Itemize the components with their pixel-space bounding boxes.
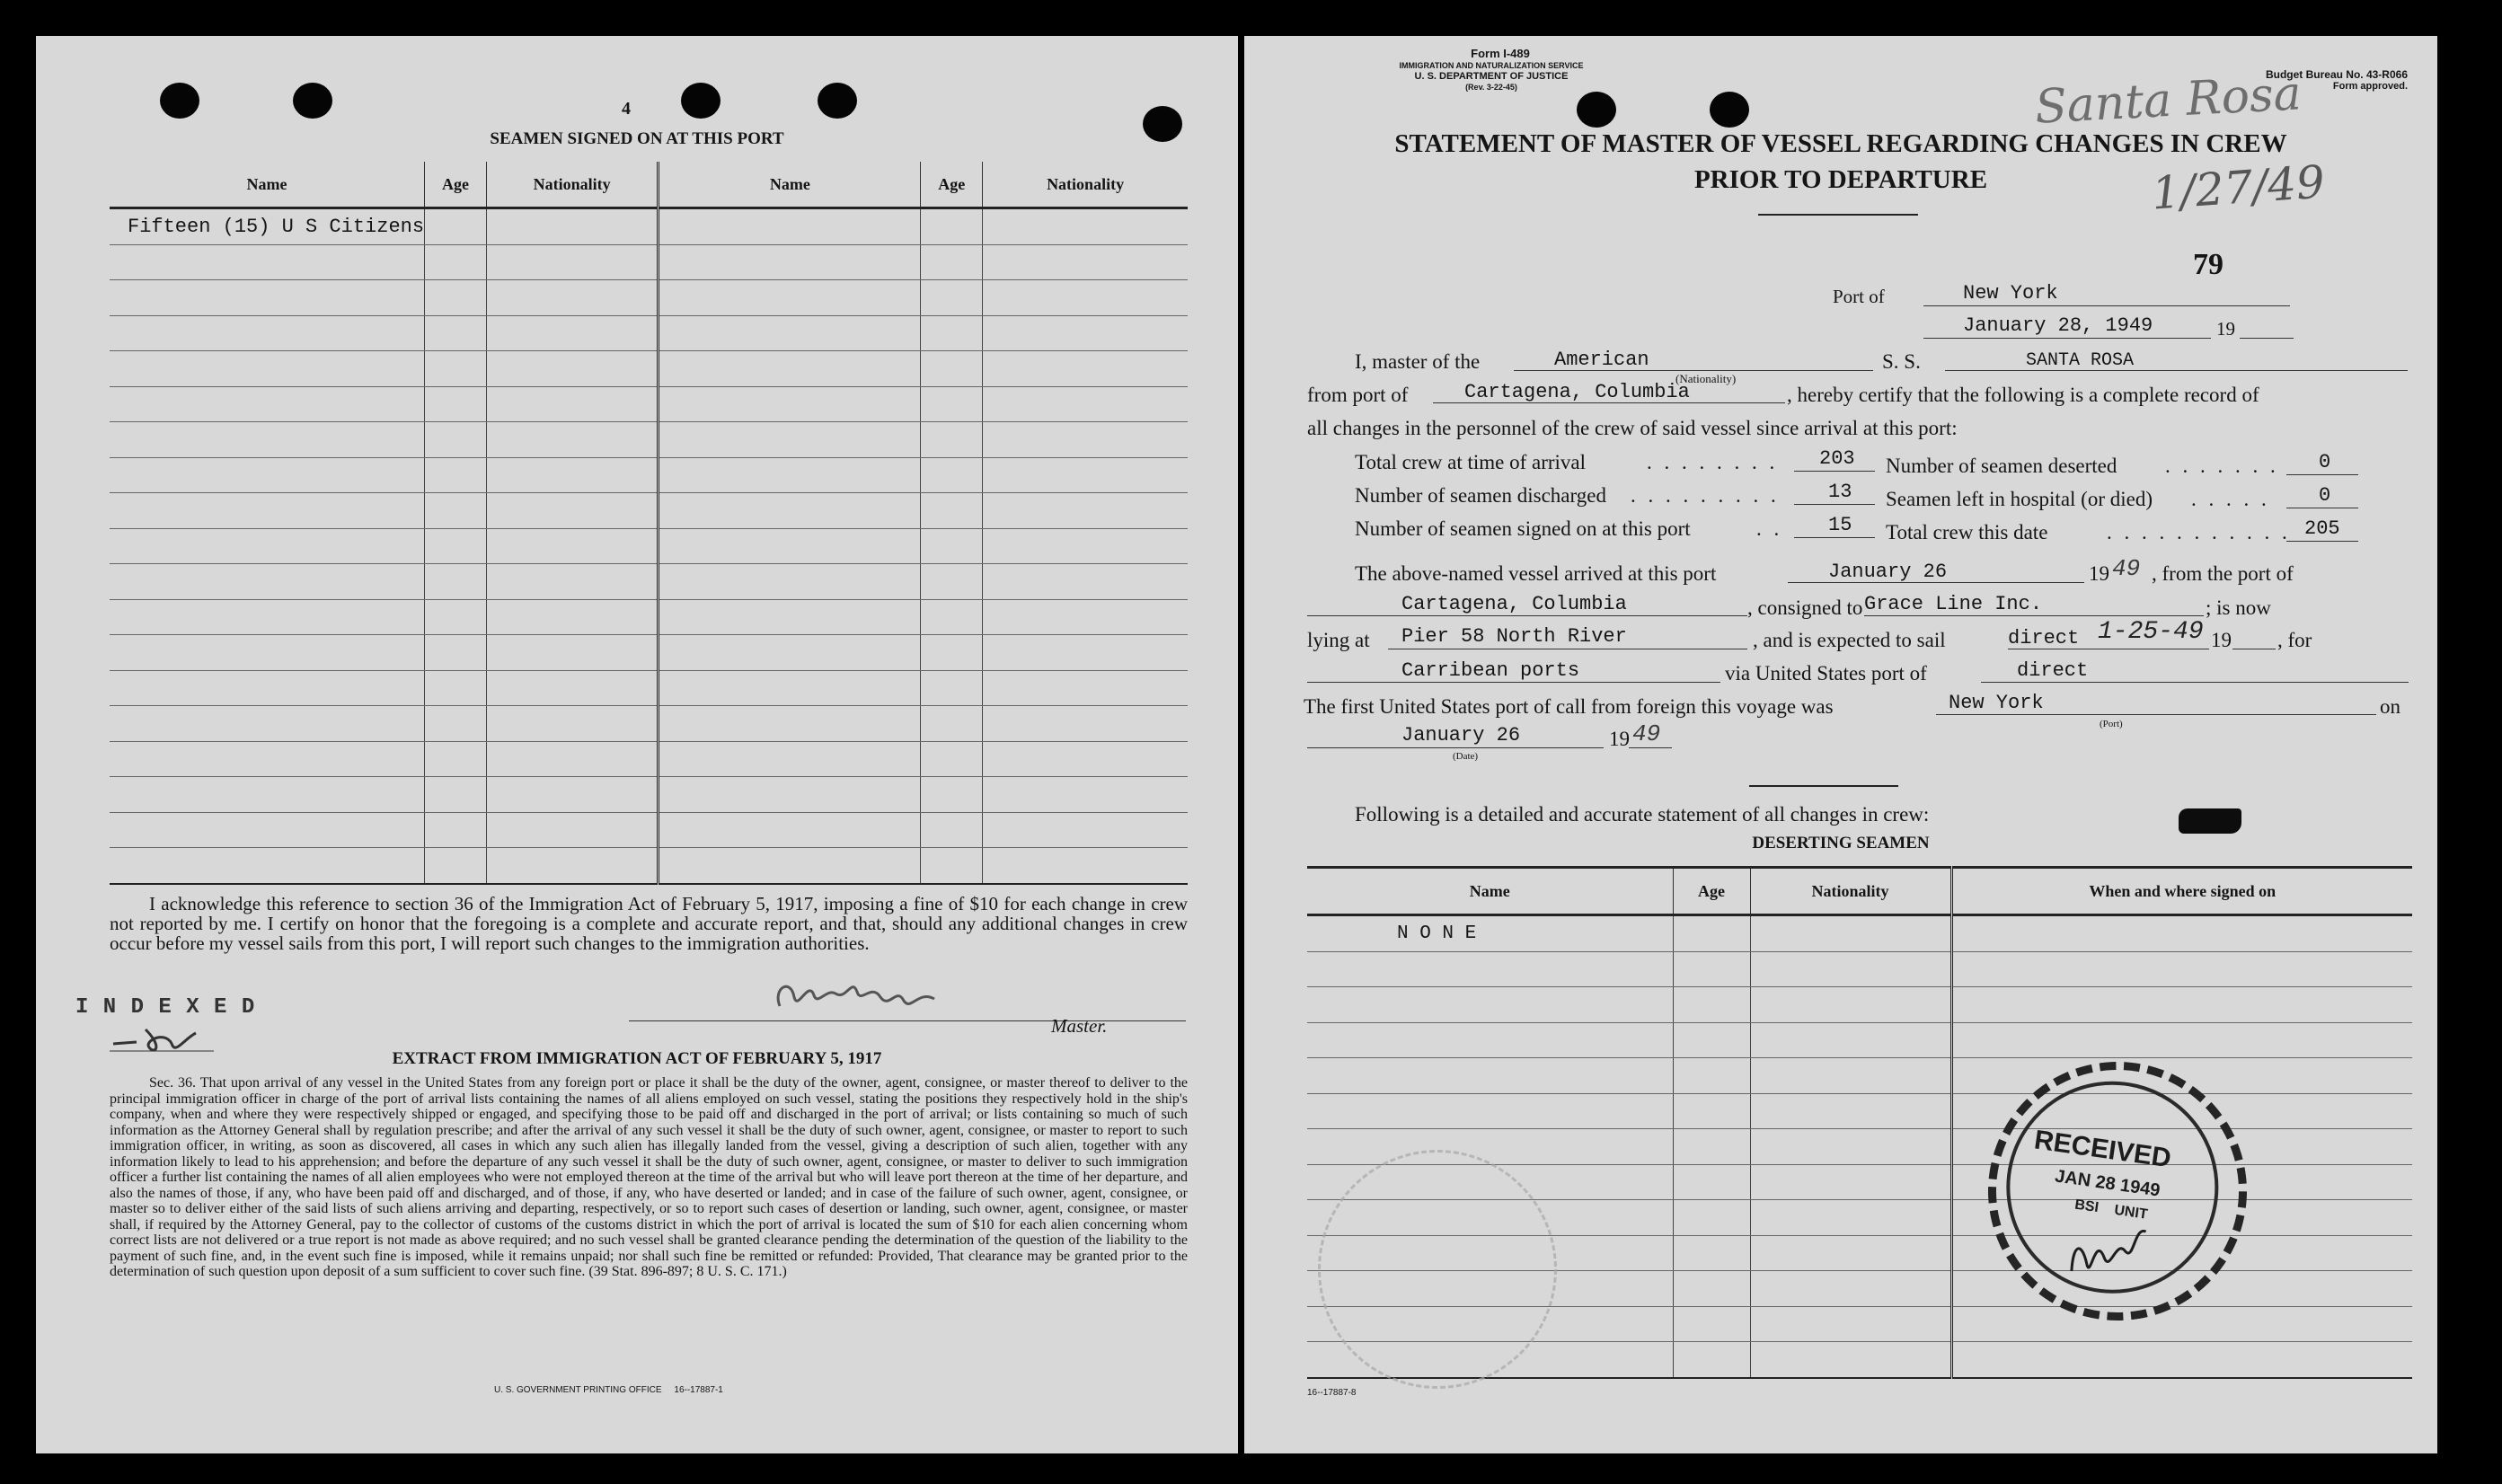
arrived-date-line [1788, 582, 2084, 583]
first-port-line [1936, 714, 2376, 715]
first-port-label: The first United States port of call from foreign this voyage was [1304, 695, 1834, 718]
is-now-label: ; is now [2206, 596, 2271, 619]
vessel-name: SANTA ROSA [2026, 350, 2135, 371]
table-header-row [110, 162, 1188, 208]
consignee: Grace Line Inc. [1864, 593, 2043, 615]
table-row [110, 564, 1188, 600]
year-line [2240, 338, 2294, 339]
punch-hole [160, 83, 199, 119]
name-cell [659, 208, 921, 245]
name-cell: N O N E [1307, 915, 1673, 952]
consignee-line [1864, 615, 2204, 616]
seamen-signed-on-table [110, 162, 1188, 885]
punch-hole [818, 83, 857, 119]
table-row [110, 706, 1188, 742]
table-row [110, 599, 1188, 635]
column-header: Age [1673, 868, 1750, 915]
via-value: direct [2017, 659, 2089, 682]
table-row [110, 812, 1188, 848]
from-port-label: from port of [1307, 384, 1409, 406]
right-footer: 16--17887-8 [1307, 1388, 1357, 1398]
extract-text: Sec. 36. That upon arrival of any vessel in the United States from any foreign port or place it shall be the duty of the owner, agent, consignee, or master thereof to deliver to the principal immigration officer in charge of the port of arrival lists containing the names of all aliens employed on such vessel, stating the positions they respectively hold in the ship's company, when and where they were respectively shipped or engaged, and specifying those to be paid off and discharged in the port of arrival; or lists containing so much of such information as the Attorney General shall by regulation prescribe; and after the arrival of any such vessel it shall be the duty of such owner, agent, consignee, or master to report to such immigration officer, in writing, as soon as discovered, all cases in which any such alien has illegally landed from the vessel, giving a description of such alien, together with any information likely to lead to his apprehension; and before the departure of any such vessel it shall be the duty of such owner, agent, consignee, or master to deliver to such immigration officer a further list containing the names of all alien employees who were not employed thereon at the time of the arrival but who will leave port thereon at the time of her departure, and also the names of those, if any, who have been paid off and discharged, and of those, if any, who have deserted or landed; and in case of the failure of such owner, agent, consignee, or master so to deliver either of the said lists of such aliens arriving and departing, respectively, or so to report such cases of desertion or landing, such owner, agent, consignee, or master shall, if required by the Attorney General, pay to the collector of customs of the customs district in which the port of arrival is located the sum of $10 for each alien concerning whom correct lists are not delivered or a true report is not made as above required; and no such vessel shall be granted clearance pending the determination of the question of the liability to the payment of such fine, and, in the event such fine is imposed, while it remains unpaid; nor shall such fine be remitted or refunded: Provided, That clearance may be granted prior to the determination of such question upon deposit of a sum sufficient to cover such fine. (39 Stat. 896-897; 8 U. S. C. 171.) [110, 1075, 1188, 1279]
stat-value: 15 [1828, 514, 1852, 536]
stat-label: Number of seamen discharged [1355, 484, 1606, 507]
stat-label: Number of seamen signed on at this port [1355, 517, 1691, 540]
stat-label: Seamen left in hospital (or died) [1886, 488, 2153, 510]
master-label: Master. [1051, 1015, 1108, 1037]
table-row [110, 493, 1188, 529]
handwritten-date: 1/27/49 [2150, 155, 2327, 220]
budget-line: Form approved. [2332, 81, 2408, 92]
punch-hole [681, 83, 721, 119]
from-the-port-label: , from the port of [2152, 562, 2294, 585]
stat-value: 205 [2304, 517, 2340, 540]
stat-label: Total crew at time of arrival [1355, 451, 1587, 473]
date-suffix: 19 [2216, 318, 2235, 340]
section-title: SEAMEN SIGNED ON AT THIS PORT [490, 129, 784, 148]
leader-dots: . . [1756, 517, 1783, 540]
stat-line [2286, 541, 2358, 542]
via-label: via United States port of [1725, 662, 1927, 685]
received-stamp-text: RECEIVED [2032, 1125, 2173, 1174]
column-header: Nationality [1750, 868, 1951, 915]
arrived-date: January 26 [1828, 561, 1948, 583]
sail-date: 1-25-49 [2098, 618, 2204, 646]
port-label: Port of [1833, 286, 1885, 307]
first-port-value: New York [1949, 692, 2044, 714]
date-value: January 28, 1949 [1963, 314, 2153, 337]
ink-redaction [2179, 808, 2241, 834]
leader-dots: . . . . . . . . [1647, 451, 1779, 473]
stat-value: 13 [1828, 481, 1852, 503]
table-header-row [1307, 868, 2412, 915]
column-header: Name [1307, 868, 1673, 915]
received-stamp-date: JAN 28 1949 [2053, 1166, 2162, 1201]
expected-label: , and is expected to sail [1753, 629, 1946, 651]
column-header: Nationality [486, 162, 658, 208]
nationality-value: American [1554, 349, 1649, 371]
table-row [1307, 1093, 2412, 1129]
stat-value: 0 [2319, 451, 2331, 473]
table-row [110, 528, 1188, 564]
punch-hole [1577, 92, 1616, 128]
table-row [110, 386, 1188, 422]
column-header: Age [921, 162, 983, 208]
agency-line: (Rev. 3-22-45) [1465, 83, 1517, 92]
column-header: Nationality [983, 162, 1188, 208]
port-caption: (Port) [2100, 719, 2123, 729]
nationality-cell [1750, 915, 1951, 952]
indexed-stamp: I N D E X E D [75, 995, 256, 1020]
table-row [1307, 915, 2412, 952]
table-row [1307, 1022, 2412, 1058]
left-footer: U. S. GOVERNMENT PRINTING OFFICE 16--17887-1 [494, 1385, 723, 1395]
arrived-from: Cartagena, Columbia [1401, 593, 1627, 615]
table-row [110, 670, 1188, 706]
leader-dots: . . . . . . . [2165, 455, 2279, 477]
acknowledgment-text: I acknowledge this reference to section 36 of the Immigration Act of February 5, 1917, imposing a fine of $10 for each change in crew not reported by me. I certify on honor that the foregoing is a complete and accurate report, and that, should any additional changes in crew occur before my vessel sails from this port, I will report such changes to the immigration authorities. [110, 893, 1188, 954]
first-port-date: January 26 [1401, 724, 1521, 746]
leader-dots: . . . . . . . . . . . [2107, 521, 2291, 543]
agency-line: IMMIGRATION AND NATURALIZATION SERVICE [1399, 61, 1584, 70]
lying-value: Pier 58 North River [1401, 625, 1627, 648]
table-row [110, 457, 1188, 493]
agency-line: U. S. DEPARTMENT OF JUSTICE [1414, 71, 1569, 82]
arrived-year: 49 [2112, 555, 2141, 582]
stat-line [1794, 504, 1875, 505]
form-number: Form I-489 [1471, 47, 1530, 60]
first-port-year-prefix: 19 [1609, 728, 1630, 750]
extract-title: EXTRACT FROM IMMIGRATION ACT OF FEBRUARY 5, 1917 [392, 1049, 882, 1068]
via-line [1981, 682, 2409, 683]
stat-line [1794, 471, 1875, 472]
arrived-from-line [1307, 615, 1747, 616]
stat-label: Number of seamen deserted [1886, 455, 2117, 477]
destination: Carribean ports [1401, 659, 1580, 682]
stat-value: 0 [2319, 484, 2331, 507]
nationality-cell [983, 208, 1188, 245]
port-value: New York [1963, 282, 2058, 305]
vessel-line [1945, 370, 2408, 371]
stat-label: Total crew this date [1886, 521, 2048, 543]
arrived-year-prefix: 19 [2089, 562, 2109, 585]
first-port-year-line [1629, 747, 1672, 748]
form-title: STATEMENT OF MASTER OF VESSEL REGARDING CHANGES IN CREW [1394, 129, 2287, 158]
column-header: Name [659, 162, 921, 208]
certify-text: , hereby certify that the following is a complete record of [1787, 384, 2259, 406]
leader-dots: . . . . . [2191, 488, 2270, 510]
following-text: Following is a detailed and accurate statement of all changes in crew: [1355, 803, 1930, 826]
table-row [110, 244, 1188, 280]
column-header: Age [425, 162, 487, 208]
right-page [1244, 36, 2437, 1453]
lying-label: lying at [1307, 629, 1370, 651]
punch-hole [293, 83, 332, 119]
from-port-line [1433, 402, 1785, 403]
first-port-date-line [1307, 747, 1604, 748]
table-row [110, 848, 1188, 884]
table-row [110, 208, 1188, 245]
master-signature [764, 970, 1051, 1024]
sail-mode: direct [2008, 627, 2080, 649]
from-port-value: Cartagena, Columbia [1464, 381, 1690, 403]
table-row [110, 351, 1188, 387]
sheet-number: 79 [2193, 248, 2224, 281]
age-cell [425, 208, 487, 245]
stat-value: 203 [1819, 447, 1855, 470]
nationality-line [1514, 370, 1873, 371]
table-row [110, 280, 1188, 316]
nationality-caption: (Nationality) [1675, 372, 1737, 385]
on-label: on [2380, 695, 2400, 718]
table-row [110, 741, 1188, 777]
sail-year-prefix: 19 [2211, 629, 2232, 651]
age-cell [921, 208, 983, 245]
column-header: When and where signed on [1951, 868, 2412, 915]
master-of-label: I, master of the [1355, 350, 1481, 373]
column-header: Name [110, 162, 425, 208]
table-row [1307, 987, 2412, 1023]
destination-line [1307, 682, 1720, 683]
for-label: , for [2277, 629, 2312, 651]
deserting-title: DESERTING SEAMEN [1752, 834, 1930, 852]
stat-line [2286, 474, 2358, 475]
certify-text-2: all changes in the personnel of the crew of said vessel since arrival at this port: [1307, 417, 1958, 439]
name-cell: Fifteen (15) U S Citizens [110, 208, 425, 245]
consigned-label: , consigned to [1747, 596, 1863, 619]
arrived-label: The above-named vessel arrived at this port [1355, 562, 1717, 585]
left-page [36, 36, 1238, 1453]
first-port-year: 49 [1632, 720, 1661, 747]
page-number: 4 [622, 99, 631, 119]
title-rule [1758, 214, 1918, 216]
table-row [110, 777, 1188, 813]
budget-line: Budget Bureau No. 43-R066 [2265, 68, 2408, 81]
date-caption: (Date) [1453, 751, 1479, 762]
table-row [110, 422, 1188, 458]
faded-stamp [1318, 1150, 1557, 1389]
handwritten-vessel: Santa Rosa [2033, 66, 2303, 135]
date-line [1923, 338, 2211, 339]
signed-on-cell [1951, 915, 2412, 952]
nationality-cell [486, 208, 658, 245]
table-row [110, 635, 1188, 671]
ss-label: S. S. [1882, 350, 1921, 373]
stat-line [1794, 537, 1875, 538]
section-rule [1749, 785, 1898, 787]
table-row [110, 315, 1188, 351]
form-subtitle: PRIOR TO DEPARTURE [1693, 165, 1988, 194]
punch-hole [1710, 92, 1749, 128]
leader-dots: . . . . . . . . . [1631, 484, 1780, 507]
table-row [1307, 951, 2412, 987]
age-cell [1673, 915, 1750, 952]
received-stamp-unit: BSI UNIT [2073, 1197, 2149, 1223]
table-row [1307, 1058, 2412, 1094]
port-line [1923, 305, 2290, 306]
